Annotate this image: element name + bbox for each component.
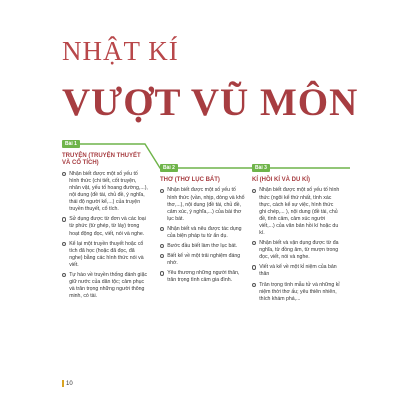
- circle-bullet-icon: [62, 273, 66, 277]
- list-item: Trân trọng tình mẫu tử và những kỉ niệm thời thơ ấu; yêu thiên nhiên, thích khám phá,...: [252, 282, 340, 303]
- page-number-text: 10: [66, 380, 73, 387]
- lesson-2-title: THƠ (THƠ LỤC BÁT): [160, 177, 220, 183]
- circle-bullet-icon: [252, 189, 256, 193]
- list-item: Nhận biết được một số yếu tố hình thức (vần, nhịp, dòng và khổ thơ,...), nội dung (đề tài, chủ đề, cảm xúc, ý nghĩa,...) của bài thơ lục bát.: [160, 187, 246, 222]
- lesson-3-title: KÍ (HỒI KÍ VÀ DU KÍ): [252, 177, 310, 183]
- page-number: [62, 380, 73, 387]
- circle-bullet-icon: [160, 244, 164, 248]
- circle-bullet-icon: [62, 172, 66, 176]
- lesson-1-badge: Bài 1: [62, 140, 80, 148]
- list-item: Nhận biết được một số yếu tố hình thức (ngôi kể thứ nhất, tính xác thực, cách kể sự việc, hình thức ghi chép,... ), nội dung (đề tài, chủ đề, tình cảm, cảm xúc người viết,...) của văn bản hồi kí hoặc du kí.: [252, 187, 340, 237]
- lesson-2-column: [160, 177, 246, 288]
- title-line-2: VƯỢT VŨ MÔN: [62, 81, 359, 124]
- list-item: Tự hào về truyền thống đánh giặc giữ nước của dân tộc; cảm phục và trân trọng những người thông minh, có tài.: [62, 272, 149, 300]
- list-item: Yêu thương những người thân, trân trọng tình cảm gia đình.: [160, 270, 246, 284]
- circle-bullet-icon: [62, 242, 66, 246]
- circle-bullet-icon: [160, 271, 164, 275]
- list-item: Kể lại một truyền thuyết hoặc cổ tích đã học (hoặc đã đọc, đã nghe) bằng các hình thức nói và viết.: [62, 241, 149, 269]
- circle-bullet-icon: [252, 241, 256, 245]
- list-item: Sử dụng được từ đơn và các loại từ phức (từ ghép, từ láy) trong hoạt động đọc, viết, nói và nghe.: [62, 216, 149, 237]
- list-item: Biết kể về một trải nghiệm đáng nhớ.: [160, 253, 246, 267]
- list-item: Nhận biết và nêu được tác dụng của biện pháp tu từ ẩn dụ.: [160, 226, 246, 240]
- list-item: Nhận biết và vận dụng được từ đa nghĩa, từ đồng âm, từ mượn trong đọc, viết, nói và nghe.: [252, 240, 340, 261]
- lesson-2-badge: Bài 2: [160, 164, 178, 172]
- lesson-1-column: [62, 153, 149, 303]
- list-item: Nhận biết được một số yếu tố hình thức (chi tiết, cốt truyện, nhân vật, yếu tố hoang đường,...), nội dung (đề tài, chủ đề, ý nghĩa, thái độ người kể,...) của truyện truyền thuyết, cổ tích.: [62, 171, 149, 214]
- circle-bullet-icon: [160, 189, 164, 193]
- list-item: Bước đầu biết làm thơ lục bát.: [160, 243, 246, 250]
- circle-bullet-icon: [160, 227, 164, 231]
- circle-bullet-icon: [160, 254, 164, 258]
- lesson-3-badge: Bài 3: [252, 164, 270, 172]
- circle-bullet-icon: [252, 265, 256, 269]
- circle-bullet-icon: [252, 283, 256, 287]
- lesson-1-title: TRUYỆN (TRUYỆN THUYẾT VÀ CỔ TÍCH): [62, 153, 141, 167]
- list-item: Viết và kể về một kỉ niệm của bản thân: [252, 264, 340, 278]
- circle-bullet-icon: [62, 217, 66, 221]
- page-marker-bar: [62, 380, 64, 387]
- lesson-3-column: [252, 177, 340, 306]
- title-line-1: NHẬT KÍ: [62, 36, 179, 66]
